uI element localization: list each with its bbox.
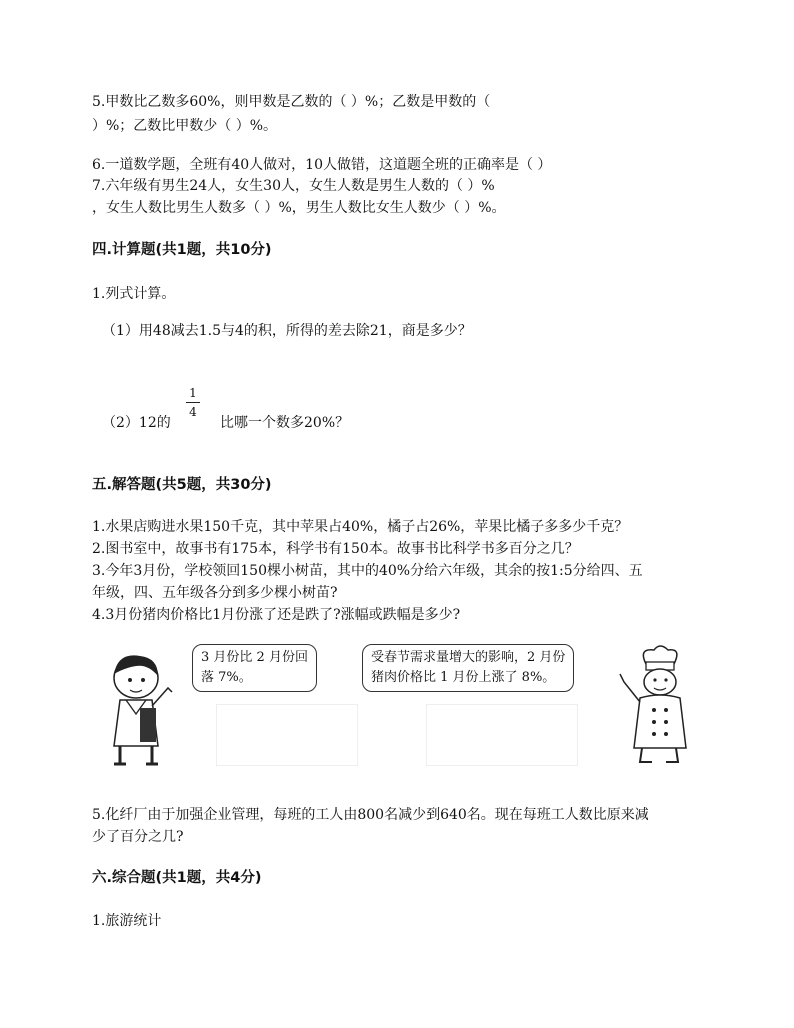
section4-q1: 1.列式计算。 (92, 286, 176, 302)
boy-illustration (96, 648, 186, 768)
bubble-left-line1: 3 月份比 2 月份回 (201, 650, 308, 665)
fill-q5-line2: ）%；乙数比甲数少（ ）%。 (92, 118, 278, 134)
fraction (186, 386, 200, 419)
fraction-numerator: 1 (189, 386, 197, 400)
section5-q5-line1: 5.化纤厂由于加强企业管理，每班的工人由800名减少到640名。现在每班工人数比原来减 (92, 807, 649, 823)
section6-q1: 1.旅游统计 (92, 913, 162, 929)
section6-heading: 六.综合题(共1题，共4分) (92, 870, 262, 886)
section5-q5-line2: 少了百分之几? (92, 829, 184, 845)
bubble-left-line2: 落 7%。 (201, 670, 252, 685)
section4-sub2-prefix: （2）12的 (102, 415, 171, 431)
background-panel-left (216, 704, 358, 766)
fill-q7-line2: ，女生人数比男生人数多（ ）%，男生人数比女生人数少（ ）%。 (92, 200, 506, 216)
bubble-right-line1: 受春节需求量增大的影响，2 月份 (371, 650, 566, 665)
section5-heading: 五.解答题(共5题，共30分) (92, 477, 272, 493)
background-panel-right (426, 704, 578, 766)
section5-q2: 2.图书室中，故事书有175本，科学书有150本。故事书比科学书多百分之几？ (92, 541, 579, 557)
bubble-right-line2: 猪肉价格比 1 月份上涨了 8%。 (371, 670, 556, 685)
section4-heading: 四.计算题(共1题，共10分) (92, 242, 272, 258)
section4-sub2-suffix: 比哪一个数多20%？ (220, 415, 350, 431)
fraction-denominator: 4 (189, 405, 197, 419)
fill-q5-line1: 5.甲数比乙数多60%，则甲数是乙数的（ ）%；乙数是甲数的（ (92, 94, 491, 110)
section5-q1: 1.水果店购进水果150千克，其中苹果占40%，橘子占26%，苹果比橘子多多少千克？ (92, 519, 629, 535)
illustration (96, 640, 706, 770)
section4-sub1: （1）用48减去1.5与4的积，所得的差去除21，商是多少？ (102, 323, 472, 339)
fill-q6: 6.一道数学题，全班有40人做对，10人做错，这道题全班的正确率是（ ） (92, 157, 552, 173)
chef-illustration (616, 644, 702, 768)
fraction-bar (186, 402, 200, 403)
bubble-left (192, 644, 317, 692)
section5-q4: 4.3月份猪肉价格比1月份涨了还是跌了?涨幅或跌幅是多少? (92, 607, 461, 623)
section5-q3-line1: 3.今年3月份，学校领回150棵小树苗，其中的40%分给六年级，其余的按1:5分给四、五 (92, 563, 643, 579)
section5-q3-line2: 年级，四、五年级各分到多少棵小树苗? (92, 585, 338, 601)
fill-q7-line1: 7.六年级有男生24人，女生30人，女生人数是男生人数的（ ）% (92, 178, 495, 194)
bubble-right (362, 644, 574, 692)
